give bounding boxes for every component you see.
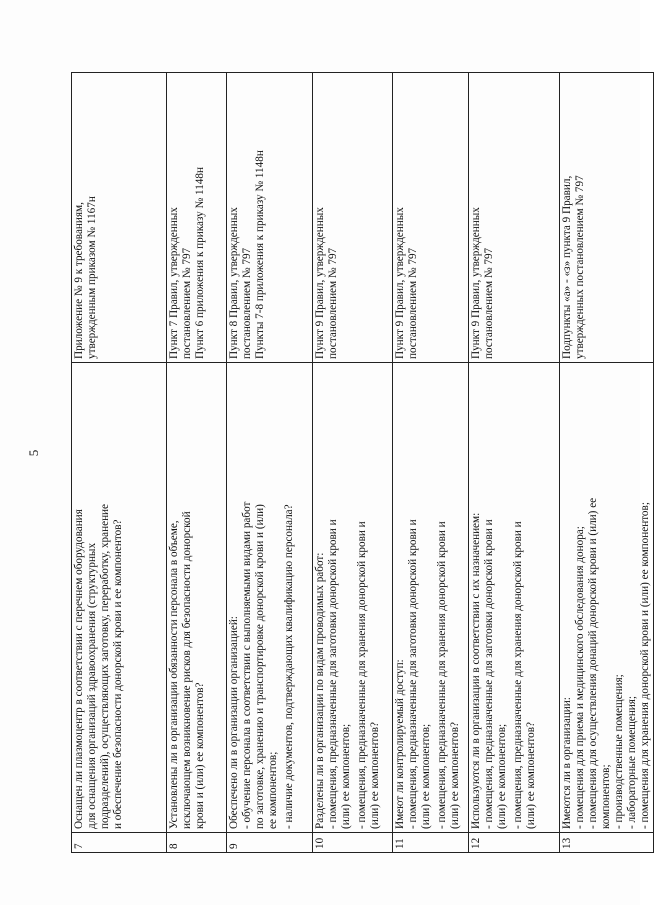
question-line: по заготовке, хранению и транспортировке донорской крови и (или)	[253, 504, 266, 829]
row-number: 8	[167, 833, 227, 853]
reference-line: постановлением № 797	[326, 247, 339, 359]
question-line: Имеются ли в организации:	[561, 697, 573, 829]
question-line: Оснащен ли плазмоцентр в соответствии с перечнем оборудования	[73, 509, 85, 829]
reference-cell	[227, 73, 313, 363]
reference-line: Пункт 9 Правил, утвержденных	[314, 207, 326, 359]
checklist-table-wrapper	[71, 73, 651, 853]
reference-cell	[313, 73, 393, 363]
reference-line: постановлением № 797	[406, 247, 419, 359]
reference-line: Приложение № 9 к требованиям,	[73, 202, 85, 359]
question-line: и обеспечение безопасности донорской крови и ее компонентов?	[111, 519, 124, 829]
question-line: ее компонентов;	[266, 751, 279, 829]
row-number: 7	[72, 833, 167, 853]
reference-line: Пункт 8 Правил, утвержденных	[228, 207, 240, 359]
question-line: для оснащения организаций здравоохранения (структурных	[85, 542, 98, 829]
question-line: - помещения для хранения донорской крови и (или) ее компонентов;	[638, 502, 651, 829]
question-line: крови и (или) ее компонентов?	[193, 682, 206, 829]
row-number: 9	[227, 833, 313, 853]
reference-cell	[72, 73, 167, 363]
reference-line: постановлением № 797	[180, 247, 193, 359]
question-line: - помещения, предназначенные для заготовки донорской крови и	[406, 519, 419, 829]
question-line: - помещения, предназначенные для хранения донорской крови и	[435, 521, 448, 829]
table-row	[227, 73, 313, 853]
checklist-table	[71, 72, 654, 853]
question-line: Используются ли в организации в соответствии с их назначением:	[470, 512, 482, 829]
reference-line: постановлением № 797	[482, 247, 495, 359]
row-number: 12	[469, 833, 560, 853]
question-line: (или) ее компонентов;	[419, 723, 432, 829]
reference-line: Пункт 6 приложения к приказу № 1148н	[193, 167, 206, 359]
question-line: Имеют ли контролируемый доступ:	[394, 659, 406, 829]
question-line: (или) ее компонентов?	[448, 722, 461, 829]
table-row	[167, 73, 227, 853]
question-line: (или) ее компонентов;	[495, 723, 508, 829]
reference-line: Пункты 7-8 приложения к приказу № 1148н	[253, 150, 266, 359]
question-line: исключающем возникновение рисков для безопасности донорской	[180, 511, 193, 829]
question-line: (или) ее компонентов?	[524, 722, 537, 829]
question-cell	[469, 363, 560, 833]
question-line: Разделены ли в организации по видам проводимых работ:	[314, 552, 326, 829]
reference-line: Пункт 9 Правил, утвержденных	[394, 207, 406, 359]
reference-line: постановлением № 797	[240, 247, 253, 359]
question-line: - помещения, предназначенные для заготовки донорской крови и	[482, 519, 495, 829]
reference-line: Пункт 7 Правил, утвержденных	[168, 207, 180, 359]
question-line: - производственные помещения;	[612, 674, 625, 829]
table-row	[560, 73, 654, 853]
row-number: 10	[313, 833, 393, 853]
reference-cell	[560, 73, 654, 363]
question-line: - помещения для приема и медицинского обследования донора;	[573, 526, 586, 829]
question-line: - помещения, предназначенные для хранения донорской крови и	[355, 521, 368, 829]
question-line: Установлены ли в организации обязанности персонала в объеме,	[168, 520, 180, 829]
table-row	[469, 73, 560, 853]
question-line: - помещения для осуществления донаций донорской крови и (или) ее	[586, 497, 599, 829]
question-line: (или) ее компонентов?	[368, 722, 381, 829]
question-line: подразделений), осуществляющих заготовку, переработку, хранение	[98, 503, 111, 829]
reference-cell	[469, 73, 560, 363]
question-line: - лабораторные помещения;	[625, 695, 638, 829]
reference-line: Пункт 9 Правил, утвержденных	[470, 207, 482, 359]
row-number: 13	[560, 833, 654, 853]
question-cell	[560, 363, 654, 833]
table-row	[72, 73, 167, 853]
question-cell	[393, 363, 469, 833]
question-line: - обучение персонала в соответствии с выполняемыми видами работ	[240, 501, 253, 829]
reference-line: утвержденным приказом № 1167н	[85, 196, 98, 359]
reference-line: Подпункты «а» - «з» пункта 9 Правил,	[561, 175, 573, 359]
question-line: - помещения, предназначенные для заготовки донорской крови и	[326, 519, 339, 829]
question-line: компонентов;	[599, 764, 612, 829]
table-row	[393, 73, 469, 853]
reference-cell	[393, 73, 469, 363]
question-line: (или) ее компонентов;	[339, 723, 352, 829]
question-cell	[72, 363, 167, 833]
question-cell	[227, 363, 313, 833]
table-row	[313, 73, 393, 853]
question-line: - помещения, предназначенные для хранения донорской крови и	[511, 521, 524, 829]
question-cell	[167, 363, 227, 833]
reference-line: утвержденных постановлением № 797	[573, 175, 586, 359]
page-number: 5	[26, 449, 41, 457]
question-line: - наличие документов, подтверждающих квалификацию персонала?	[282, 504, 295, 829]
question-line: Обеспечено ли в организации организацией:	[228, 616, 240, 829]
question-cell	[313, 363, 393, 833]
row-number: 11	[393, 833, 469, 853]
reference-cell	[167, 73, 227, 363]
